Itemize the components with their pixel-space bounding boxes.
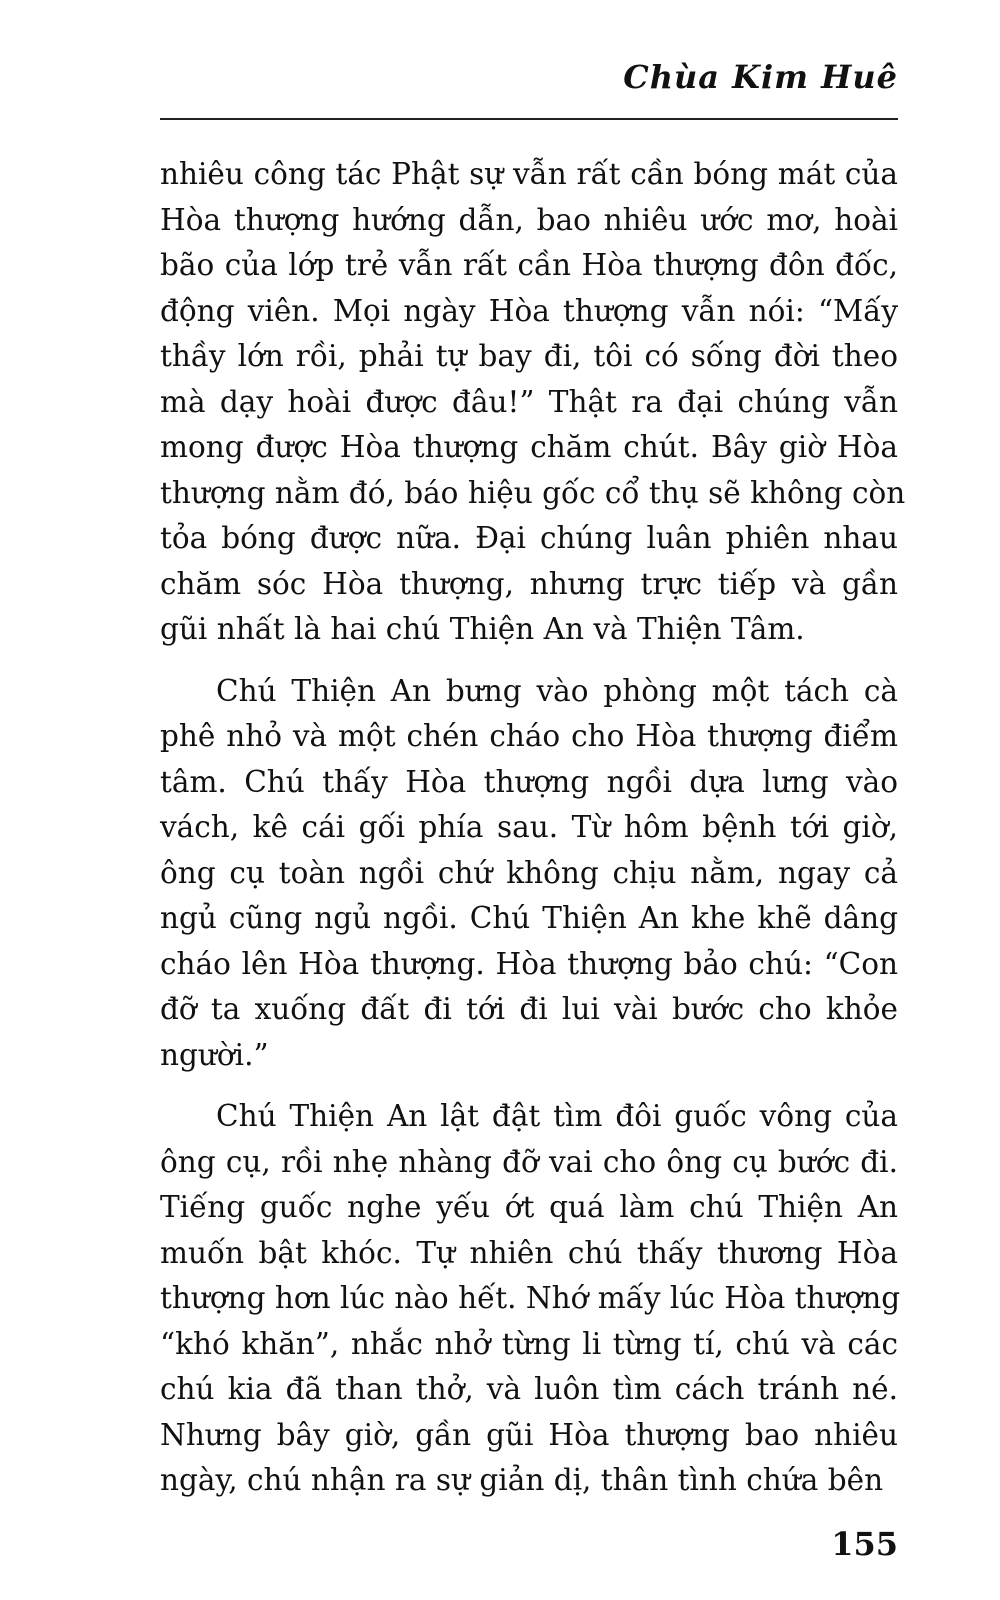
running-header-title: Chùa Kim Huê: [623, 58, 898, 96]
text-line: tỏa bóng được nữa. Đại chúng luân phiên nhau: [160, 521, 898, 555]
text-line: thượng nằm đó, báo hiệu gốc cổ thụ sẽ không còn: [160, 475, 906, 510]
body-text: [160, 152, 906, 1504]
header-divider: [160, 118, 898, 120]
text-line: phê nhỏ và một chén cháo cho Hòa thượng điểm: [160, 719, 898, 753]
paragraph: [160, 152, 906, 653]
text-line: thầy lớn rồi, phải tự bay đi, tôi có sống đời theo: [160, 339, 898, 373]
text-line: ông cụ toàn ngồi chứ không chịu nằm, ngay cả: [160, 855, 898, 890]
text-line: “khó khăn”, nhắc nhở từng li từng tí, chú và các: [160, 1326, 898, 1361]
page-number: 155: [831, 1525, 898, 1563]
text-line: gũi nhất là hai chú Thiện An và Thiện Tâm.: [160, 612, 805, 646]
paragraph: [160, 1094, 901, 1504]
text-line: mà dạy hoài được đâu!” Thật ra đại chúng vẫn: [160, 384, 898, 419]
text-line: bão của lớp trẻ vẫn rất cần Hòa thượng đôn đốc,: [160, 248, 898, 282]
text-line: đỡ ta xuống đất đi tới đi lui vài bước cho khỏe: [160, 992, 898, 1026]
text-line: mong được Hòa thượng chăm chút. Bây giờ Hòa: [160, 430, 898, 464]
paragraph: [160, 669, 898, 1079]
text-line: động viên. Mọi ngày Hòa thượng vẫn nói: “Mấy: [160, 293, 898, 328]
text-line: nhiêu công tác Phật sự vẫn rất cần bóng mát của: [160, 157, 898, 191]
text-line: chăm sóc Hòa thượng, nhưng trực tiếp và gần: [160, 566, 898, 601]
text-line: Hòa thượng hướng dẫn, bao nhiêu ước mơ, hoài: [160, 202, 898, 237]
text-line: Nhưng bây giờ, gần gũi Hòa thượng bao nhiêu: [160, 1417, 898, 1452]
text-line: Chú Thiện An bưng vào phòng một tách cà: [216, 673, 898, 708]
text-line: Chú Thiện An lật đật tìm đôi guốc vông của: [216, 1099, 898, 1133]
text-line: ngủ cũng ngủ ngồi. Chú Thiện An khe khẽ dâng: [160, 901, 898, 935]
text-line: người.”: [160, 1037, 269, 1072]
text-line: Tiếng guốc nghe yếu ớt quá làm chú Thiện An: [160, 1190, 898, 1224]
text-line: ông cụ, rồi nhẹ nhàng đỡ vai cho ông cụ bước đi.: [160, 1144, 898, 1179]
text-line: ngày, chú nhận ra sự giản dị, thân tình chứa bên: [160, 1463, 884, 1497]
text-line: chú kia đã than thở, và luôn tìm cách tránh né.: [160, 1372, 898, 1406]
text-line: vách, kê cái gối phía sau. Từ hôm bệnh tới giờ,: [160, 810, 898, 844]
text-line: tâm. Chú thấy Hòa thượng ngồi dựa lưng vào: [160, 764, 898, 799]
text-line: muốn bật khóc. Tự nhiên chú thấy thương Hòa: [160, 1235, 898, 1270]
text-line: thượng hơn lúc nào hết. Nhớ mấy lúc Hòa thượng: [160, 1281, 901, 1315]
text-line: cháo lên Hòa thượng. Hòa thượng bảo chú: “Con: [160, 946, 898, 981]
